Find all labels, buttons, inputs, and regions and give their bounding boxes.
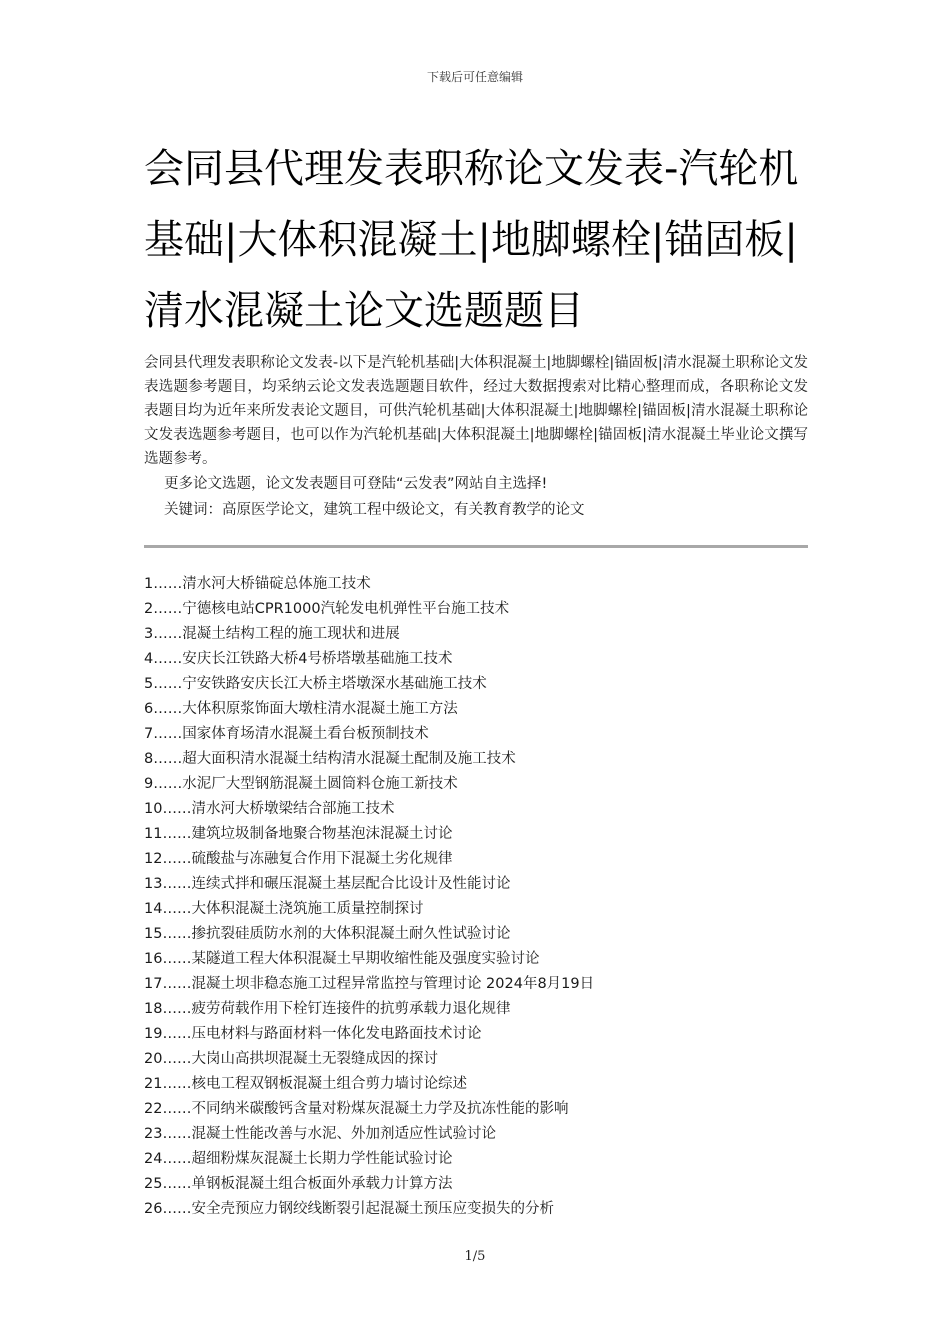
page-number: 1/5 [464, 1249, 486, 1264]
topic-list-item: 19……压电材料与路面材料一体化发电路面技术讨论 [144, 1026, 482, 1042]
topic-list-item: 17……混凝土坝非稳态施工过程异常监控与管理讨论 2024年8月19日 [144, 976, 595, 992]
topic-list-item: 18……疲劳荷载作用下栓钉连接件的抗剪承载力退化规律 [144, 1001, 511, 1017]
topic-list-item: 3……混凝土结构工程的施工现状和进展 [144, 626, 400, 642]
topic-list-item: 14……大体积混凝土浇筑施工质量控制探讨 [144, 901, 424, 917]
intro-paragraph: 会同县代理发表职称论文发表-以下是汽轮机基础|大体积混凝土|地脚螺栓|锚固板|清水混凝土职称论文发表选题参考题目，均采纳云论文发表选题题目软件，经过大数据搜索对比精心整理而成，各职称论文发表题目均为近年来所发表论文题目，可供汽轮机基础|大体积混凝土|地脚螺栓|锚固板|清水混凝土职称论文发表选题参考题目，也可以作为汽轮机基础|大体积混凝土|地脚螺栓|锚固板|清水混凝土毕业论文撰写选题参考。 [144, 355, 808, 467]
topic-list-item: 24……超细粉煤灰混凝土长期力学性能试验讨论 [144, 1151, 453, 1167]
topic-list-item: 16……某隧道工程大体积混凝土早期收缩性能及强度实验讨论 [144, 951, 540, 967]
topic-list-item: 12……硫酸盐与冻融复合作用下混凝土劣化规律 [144, 851, 453, 867]
topic-list-item: 7……国家体育场清水混凝土看台板预制技术 [144, 726, 429, 742]
topic-list-item: 10……清水河大桥墩梁结合部施工技术 [144, 801, 395, 817]
topic-list-item: 8……超大面积清水混凝土结构清水混凝土配制及施工技术 [144, 751, 516, 767]
topic-list-item: 4……安庆长江铁路大桥4号桥塔墩基础施工技术 [144, 651, 453, 667]
page-header: 下载后可任意编辑 [426, 70, 523, 84]
topic-list-item: 2……宁德核电站CPR1000汽轮发电机弹性平台施工技术 [144, 601, 510, 617]
topic-list [144, 572, 808, 1222]
keywords-line: 关键词：高原医学论文，建筑工程中级论文，有关教育教学的论文 [164, 502, 585, 518]
topic-list-item: 15……掺抗裂硅质防水剂的大体积混凝土耐久性试验讨论 [144, 926, 511, 942]
document-title: 会同县代理发表职称论文发表-汽轮机基础|大体积混凝土|地脚螺栓|锚固板|清水混凝土论文选题题目 [144, 146, 799, 334]
topic-list-item: 9……水泥厂大型钢筋混凝土圆筒料仓施工新技术 [144, 776, 458, 792]
section-divider [144, 545, 808, 548]
topic-list-item: 21……核电工程双钢板混凝土组合剪力墙讨论综述 [144, 1076, 467, 1092]
topic-list-item: 5……宁安铁路安庆长江大桥主塔墩深水基础施工技术 [144, 676, 487, 692]
topic-list-item: 6……大体积原浆饰面大墩柱清水混凝土施工方法 [144, 701, 458, 717]
topic-list-item: 1……清水河大桥锚碇总体施工技术 [144, 576, 371, 592]
document-body [144, 134, 808, 1222]
topic-list-item: 22……不同纳米碳酸钙含量对粉煤灰混凝土力学及抗冻性能的影响 [144, 1101, 569, 1117]
topic-list-item: 26……安全壳预应力钢绞线断裂引起混凝土预压应变损失的分析 [144, 1201, 554, 1217]
topic-list-item: 20……大岗山高拱坝混凝土无裂缝成因的探讨 [144, 1051, 438, 1067]
topic-list-item: 25……单钢板混凝土组合板面外承载力计算方法 [144, 1176, 453, 1192]
topic-list-item: 13……连续式拌和碾压混凝土基层配合比设计及性能讨论 [144, 876, 511, 892]
more-topics-note: 更多论文选题，论文发表题目可登陆“云发表”网站自主选择! [164, 476, 548, 492]
topic-list-item: 11……建筑垃圾制备地聚合物基泡沫混凝土讨论 [144, 826, 453, 842]
topic-list-item: 23……混凝土性能改善与水泥、外加剂适应性试验讨论 [144, 1126, 496, 1142]
